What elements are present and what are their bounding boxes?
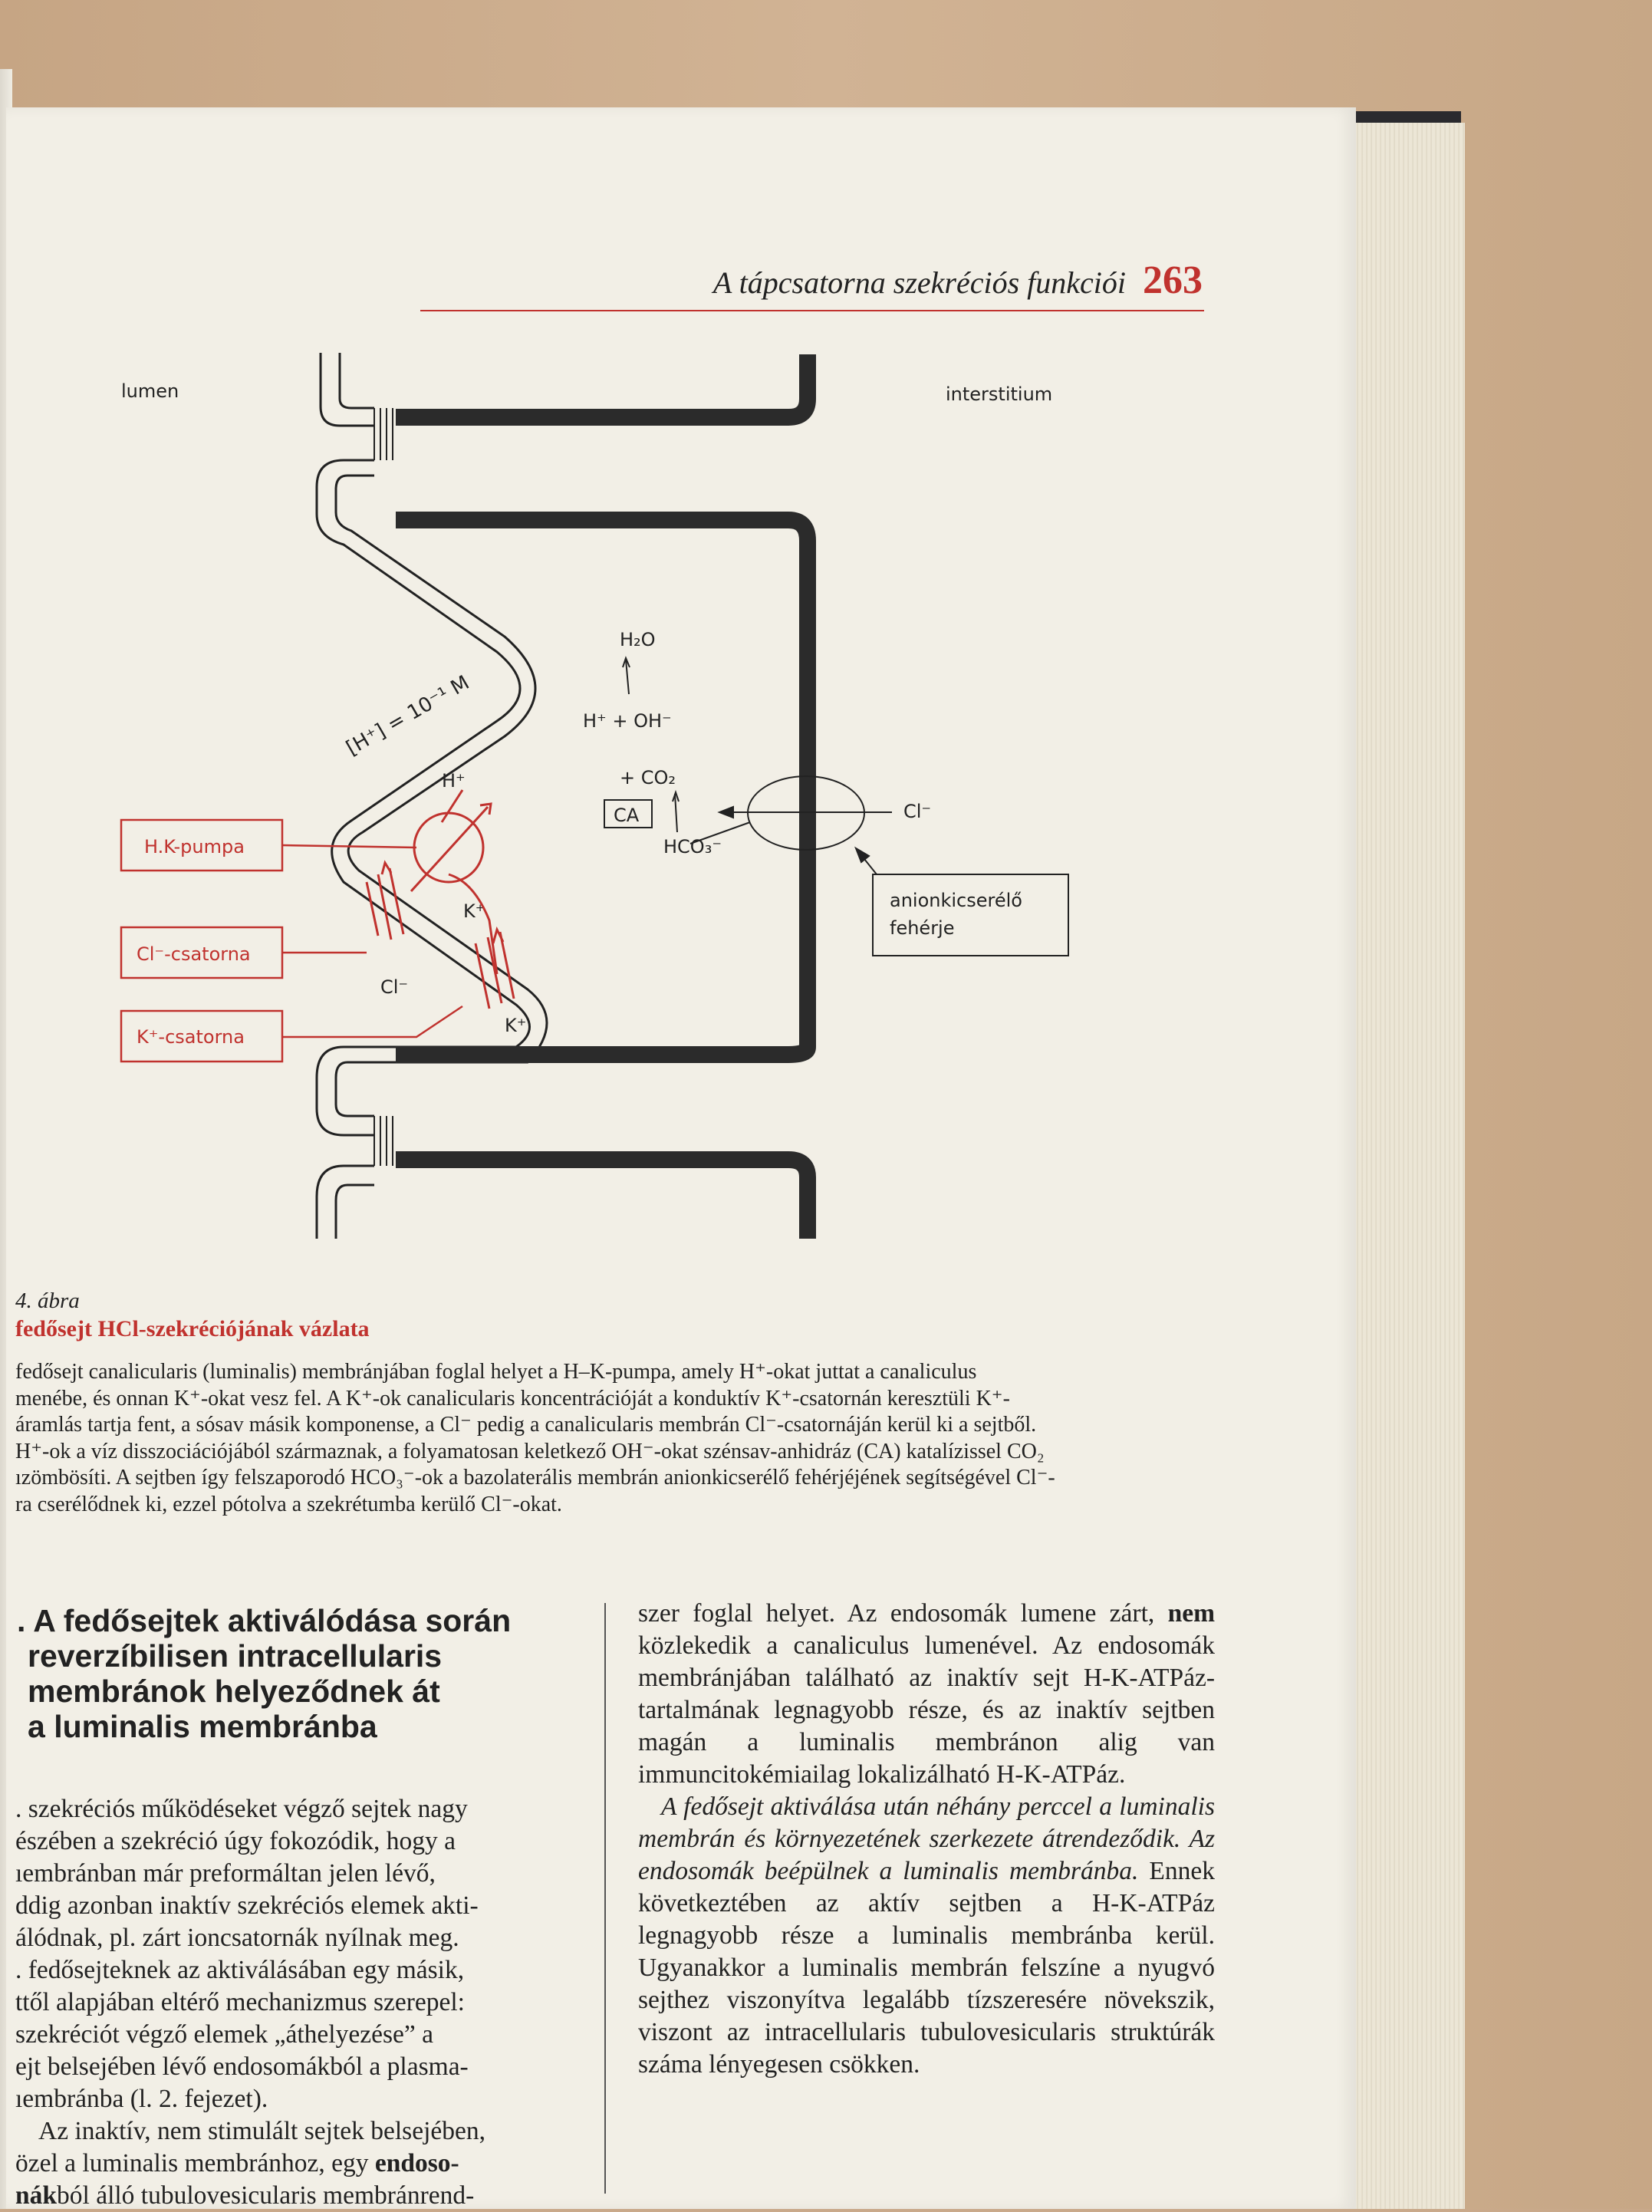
text-line: ttől alapjában eltérő mechanizmus szerepel: bbox=[15, 1988, 465, 2016]
left-column bbox=[15, 1793, 569, 2212]
label-kplus-channel: K⁺ bbox=[505, 1015, 527, 1036]
label-anion-line2: fehérje bbox=[890, 917, 955, 939]
membrane-outline bbox=[317, 353, 547, 1239]
figure-caption bbox=[15, 1359, 1209, 1518]
text-span: özel a luminalis membránhoz, egy bbox=[15, 2149, 375, 2177]
figure-title: fedősejt HCl-szekréciójának vázlata bbox=[15, 1316, 370, 1341]
label-h-oh: H⁺ + OH⁻ bbox=[583, 710, 672, 732]
label-h-concentration: [H⁺] = 10⁻¹ M bbox=[342, 671, 474, 761]
text-span: ból álló tubulovesicularis membránrend- bbox=[57, 2181, 475, 2210]
heading-line: reverzíbilisen intracellularis bbox=[28, 1638, 443, 1674]
caption-line: ızömbösíti. A sejtben így felszaporodó HCO₃⁻-ok a bazolaterális membrán anionkicserélő fehérjéjének segítségével Cl⁻- bbox=[15, 1466, 1055, 1489]
italic-text: A fedősejt aktiválása után néhány perccel a luminalis membrán és környezetének szerkezete átrendeződik. Az endosomák beépülnek a luminalis membránba. bbox=[638, 1792, 1215, 1885]
heading-line: membránok helyeződnek át bbox=[28, 1674, 440, 1709]
text-line bbox=[15, 2180, 569, 2212]
label-lumen: lumen bbox=[121, 380, 179, 402]
paragraph bbox=[638, 1598, 1215, 1791]
label-interstitium: interstitium bbox=[946, 383, 1053, 405]
text-line bbox=[15, 2148, 569, 2180]
label-hco3: HCO₃⁻ bbox=[663, 836, 722, 857]
label-co2: + CO₂ bbox=[620, 767, 676, 788]
running-header bbox=[681, 258, 1203, 311]
caption-line: fedősejt canalicularis (luminalis) membránjában foglal helyet a H–K-pumpa, amely H⁺-okat juttat a canaliculus bbox=[15, 1360, 977, 1384]
text-line: ıembránba (l. 2. fejezet). bbox=[15, 2085, 268, 2113]
k-channel bbox=[476, 930, 514, 1009]
tight-junction-hatch bbox=[374, 408, 393, 1166]
bold-term: nák bbox=[15, 2181, 58, 2210]
anion-exchanger-box bbox=[873, 874, 1068, 956]
text-line: szekréciót végző elemek „áthelyezése” a bbox=[15, 2020, 433, 2049]
label-hk-pumpa: H.K-pumpa bbox=[144, 836, 245, 857]
label-anion-line1: anionkicserélő bbox=[890, 890, 1022, 911]
label-h2o: H₂O bbox=[620, 629, 656, 650]
label-hplus: H⁺ bbox=[442, 770, 466, 792]
text-line: ddig azonban inaktív szekréciós elemek akti- bbox=[15, 1891, 479, 1920]
label-ca: CA bbox=[614, 805, 640, 826]
caption-line: menébe, és onnan K⁺-okat vesz fel. A K⁺-ok canalicularis koncentrációját a konduktív K⁺-csatornán keresztüli K⁺- bbox=[15, 1386, 1010, 1410]
right-column bbox=[638, 1598, 1215, 2081]
text-span: Ennek következtében az aktív sejtben a H-K-ATPáz legnagyobb része a luminalis membránba kerül. Ugyanakkor a luminalis membrán felszíne a nyugvó sejthez viszonyítva legalább tízszeresére növekszik, viszont az intracellularis tubulovesicularis struktúrák száma lényegesen csökken. bbox=[638, 1857, 1215, 2079]
page-block-edge bbox=[1350, 123, 1465, 2209]
hk-pump bbox=[411, 790, 497, 974]
text-line: . szekréciós működéseket végző sejtek nagy bbox=[15, 1795, 468, 1823]
bold-term: endoso- bbox=[374, 2149, 459, 2177]
running-title: A tápcsatorna szekréciós funkciói bbox=[712, 265, 1126, 300]
text-line: Az inaktív, nem stimulált sejtek belsejében, bbox=[38, 2117, 485, 2145]
text-span: közlekedik a canaliculus lumenével. Az endosomák membránjában található az inaktív sejt H-K-ATPáz-tartalmának legnagyobb része, és az inaktív sejtben magán a luminalis membránon alig van immuncitokémiailag lokalizálható H-K-ATPáz. bbox=[638, 1631, 1215, 1789]
text-span: szer foglal helyet. Az endosomák lumene zárt, bbox=[638, 1599, 1168, 1628]
text-line: észében a szekréció úgy fokozódik, hogy a bbox=[15, 1827, 456, 1855]
text-line: ıembránban már preformáltan jelen lévő, bbox=[15, 1859, 436, 1888]
heading-line: . A fedősejtek aktiválódása során bbox=[17, 1603, 512, 1638]
label-k-csatorna: K⁺-csatorna bbox=[137, 1026, 245, 1048]
text-line: álódnak, pl. zárt ioncsatornák nyílnak meg. bbox=[15, 1924, 459, 1952]
text-line: . fedősejteknek az aktiválásában egy másik, bbox=[15, 1956, 465, 1984]
label-cl-channel: Cl⁻ bbox=[380, 976, 409, 998]
text-line: ejt belsejében lévő endosomákból a plasma- bbox=[15, 2052, 469, 2081]
caption-line: ra cserélődnek ki, ezzel pótolva a szekrétumba kerülő Cl⁻-okat. bbox=[15, 1492, 562, 1516]
caption-line: H⁺-ok a víz disszociációjából származnak, a folyamatosan keletkező OH⁻-okat szénsav-anhidráz (CA) katalízissel CO₂ bbox=[15, 1439, 1045, 1463]
label-kplus-pump: K⁺ bbox=[463, 900, 485, 922]
header-rule bbox=[420, 310, 1204, 311]
section-heading bbox=[17, 1603, 584, 1744]
caption-line: áramlás tartja fent, a sósav másik komponense, a Cl⁻ pedig a canalicularis membrán Cl⁻-csatornáján kerül ki a sejtből. bbox=[15, 1413, 1037, 1437]
figure-number: 4. ábra bbox=[15, 1289, 80, 1313]
hcl-secretion-diagram bbox=[114, 353, 1111, 1258]
book-page bbox=[6, 107, 1356, 2209]
page-number: 263 bbox=[1143, 258, 1203, 302]
heading-line: a luminalis membránba bbox=[28, 1709, 377, 1744]
bold-term: nem bbox=[1167, 1599, 1215, 1628]
paragraph bbox=[638, 1791, 1215, 2081]
column-divider bbox=[604, 1603, 606, 2194]
label-cl-basolateral: Cl⁻ bbox=[903, 801, 932, 822]
label-cl-csatorna: Cl⁻-csatorna bbox=[137, 943, 251, 965]
